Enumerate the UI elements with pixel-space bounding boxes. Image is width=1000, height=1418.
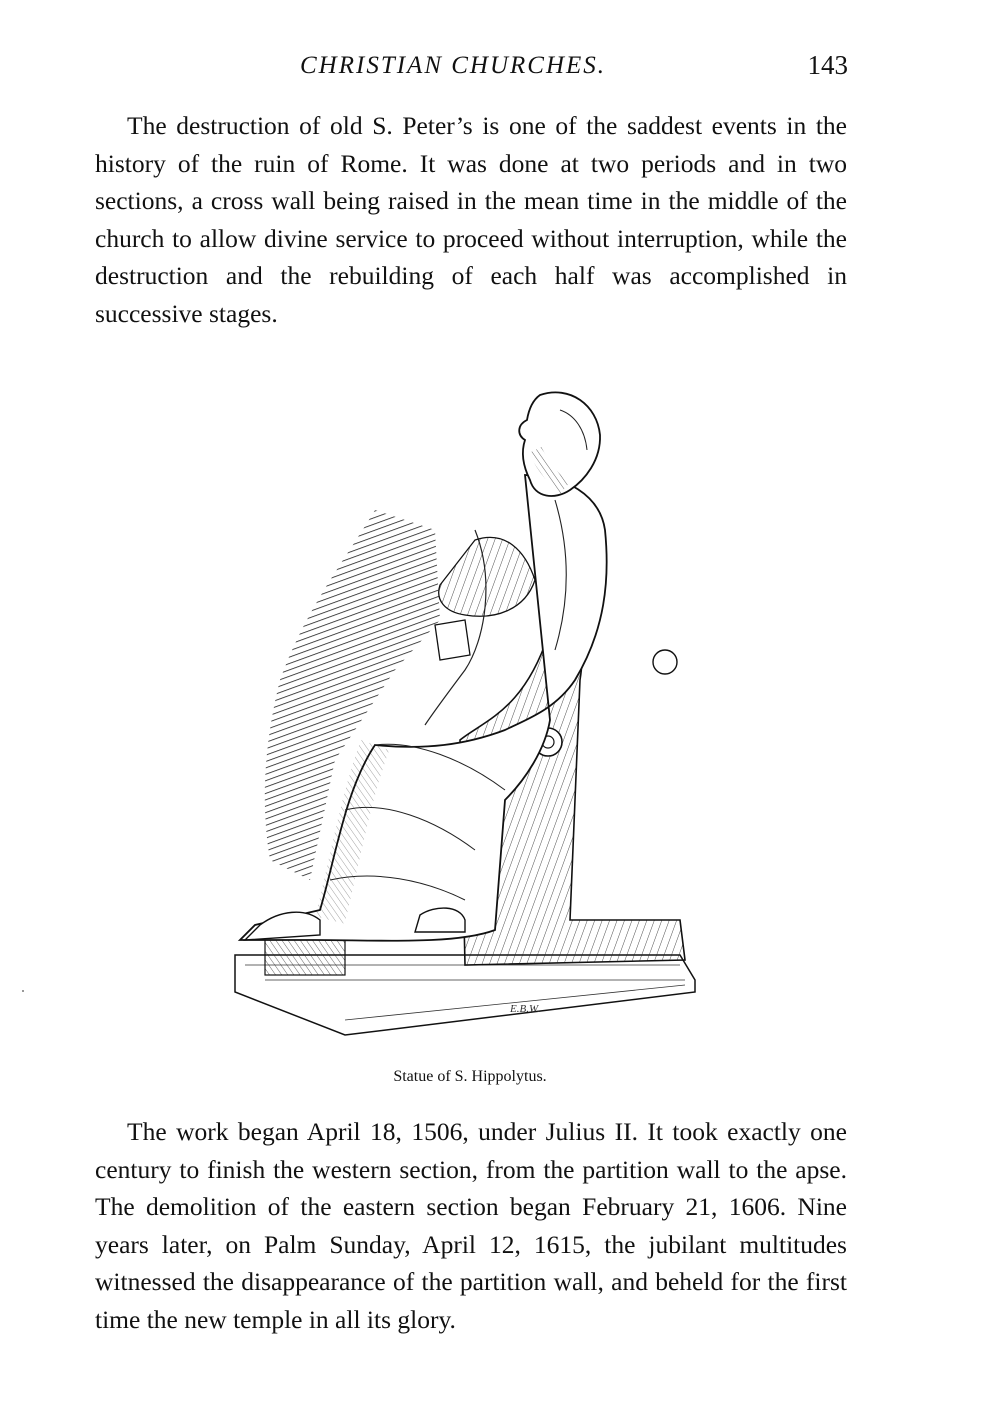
figure-caption: Statue of S. Hippolytus. xyxy=(393,1068,547,1085)
paragraph-2 xyxy=(95,1113,847,1338)
running-head: CHRISTIAN CHURCHES. xyxy=(300,52,607,79)
statue-illustration xyxy=(225,380,705,1060)
paragraph-2-text: The work began April 18, 1506, under Julius II. It took exactly one century to finish the western section, from the partition wall to the apse. The demolition of the eastern section began February 21, 1606. Nine years later, on Palm Sunday, April 12, 1615, the jubilant multitudes witnessed the disappearance of the partition wall, and beheld for the first time the new temple in all its glory. xyxy=(95,1117,847,1334)
page-number: 143 xyxy=(807,50,848,80)
margin-speck xyxy=(22,990,24,992)
paragraph-1-text: The destruction of old S. Peter’s is one of the saddest events in the history of the ruin of Rome. It was done at two periods and in two sections, a cross wall being raised in the mean time in the middle of the church to allow divine service to proceed without interruption, while the destruction and the rebuilding of each half was accomplished in successive stages. xyxy=(95,111,847,328)
engraver-initials: E.B.W. xyxy=(510,1003,540,1015)
paragraph-1 xyxy=(95,107,847,332)
